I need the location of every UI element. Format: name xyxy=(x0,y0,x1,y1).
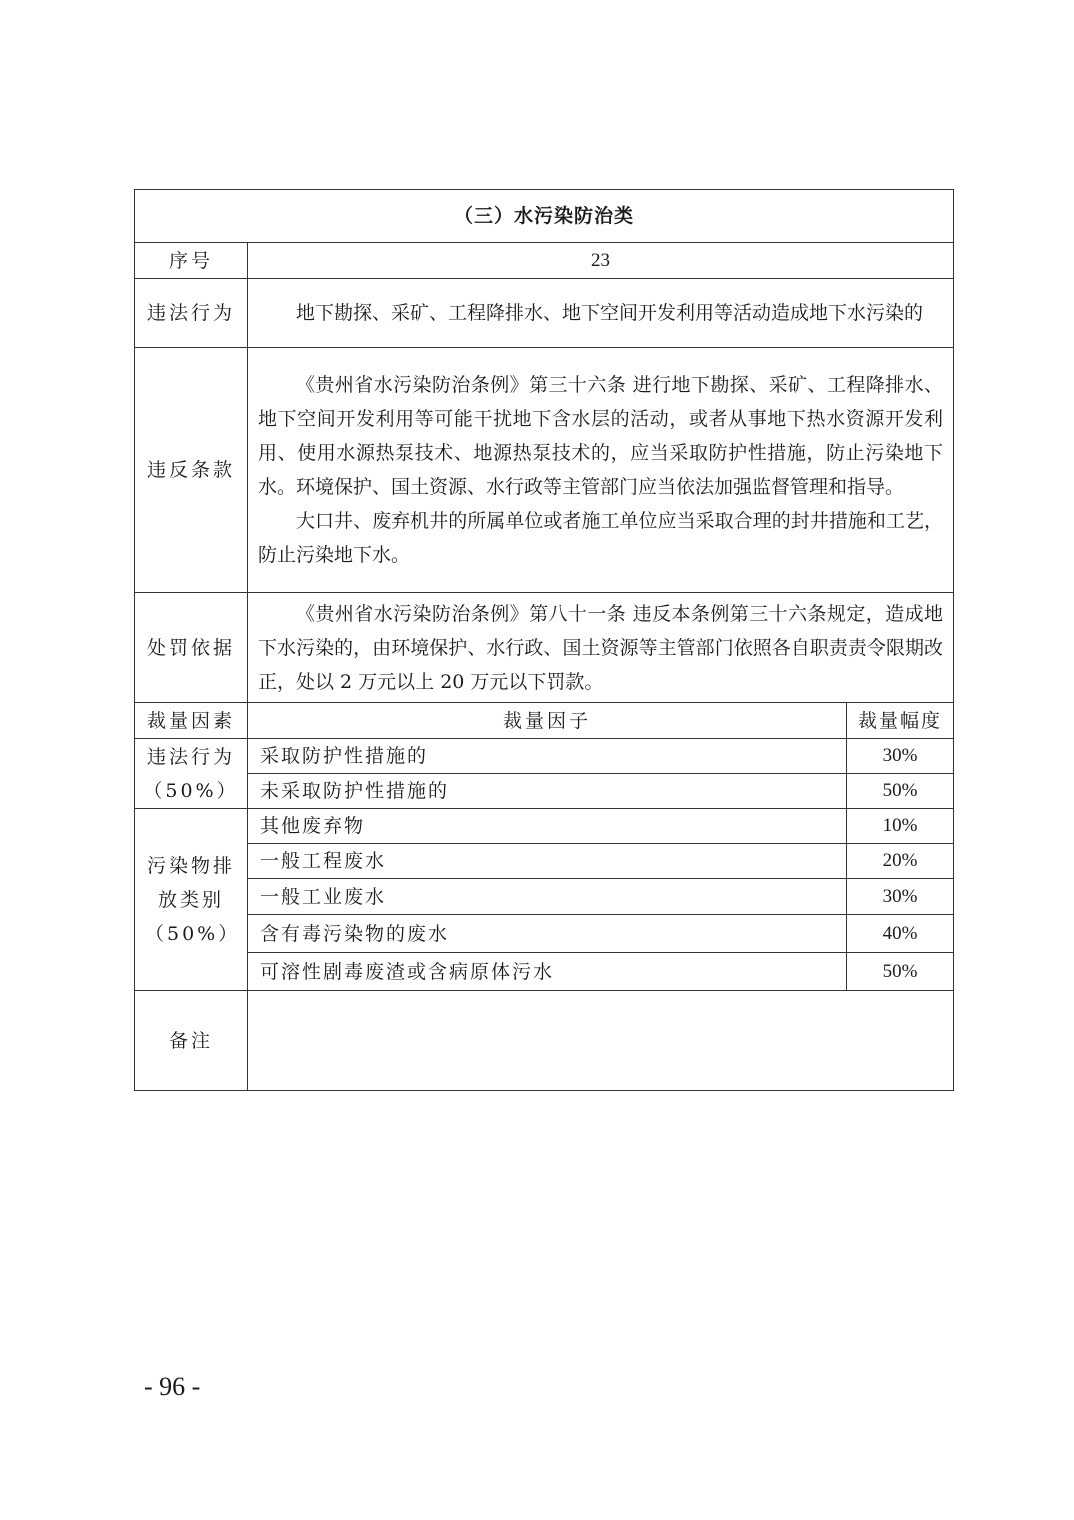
range-header: 裁量幅度 xyxy=(847,703,954,739)
factor-item: 一般工业废水 xyxy=(248,879,847,915)
behavior-label: 违法行为 xyxy=(135,279,248,348)
seq-value: 23 xyxy=(248,243,954,279)
item-header: 裁量因子 xyxy=(248,703,847,739)
basis-label: 处罚依据 xyxy=(135,593,248,703)
table-row xyxy=(135,953,954,991)
factor-header-row xyxy=(135,703,954,739)
factor-item: 含有毒污染物的废水 xyxy=(248,915,847,953)
clause-row xyxy=(135,348,954,593)
table-row xyxy=(135,844,954,879)
factor-item: 一般工程废水 xyxy=(248,844,847,879)
table-row xyxy=(135,774,954,809)
table-row xyxy=(135,809,954,844)
basis-text: 《贵州省水污染防治条例》第八十一条 违反本条例第三十六条规定，造成地下水污染的，由环境保护、水行政、国土资源等主管部门依照各自职责责令限期改正，处以 2 万元以上 20 万元以下罚款。 xyxy=(258,602,944,693)
factor-pct: 20% xyxy=(847,844,954,879)
factor-pct: 10% xyxy=(847,809,954,844)
clause-label: 违反条款 xyxy=(135,348,248,593)
factor-pct: 50% xyxy=(847,774,954,809)
behavior-row xyxy=(135,279,954,348)
clause-paragraph-2: 大口井、废弃机井的所属单位或者施工单位应当采取合理的封井措施和工艺，防止污染地下水。 xyxy=(258,510,944,566)
behavior-text: 地下勘探、采矿、工程降排水、地下空间开发利用等活动造成地下水污染的 xyxy=(296,302,924,324)
factor-pct: 30% xyxy=(847,739,954,774)
seq-row xyxy=(135,243,954,279)
factor-pct: 50% xyxy=(847,953,954,991)
remarks-label: 备注 xyxy=(135,991,248,1091)
factor-item: 可溶性剧毒废渣或含病原体污水 xyxy=(248,953,847,991)
page-number: - 96 - xyxy=(144,1372,201,1401)
discretion-table xyxy=(134,189,954,1091)
table-row xyxy=(135,915,954,953)
seq-label: 序号 xyxy=(135,243,248,279)
factor-pct: 30% xyxy=(847,879,954,915)
factor-item: 未采取防护性措施的 xyxy=(248,774,847,809)
factor-pct: 40% xyxy=(847,915,954,953)
group-label-behavior: 违法行为（50%） xyxy=(135,739,248,809)
table-row xyxy=(135,739,954,774)
factor-item: 其他废弃物 xyxy=(248,809,847,844)
factor-item: 采取防护性措施的 xyxy=(248,739,847,774)
group-label-pollutant: 污染物排放类别（50%） xyxy=(135,809,248,991)
remarks-value xyxy=(248,991,954,1091)
table-row xyxy=(135,879,954,915)
basis-row xyxy=(135,593,954,703)
remarks-row xyxy=(135,991,954,1091)
title-row xyxy=(135,190,954,243)
factor-header: 裁量因素 xyxy=(135,703,248,739)
table-title: （三）水污染防治类 xyxy=(135,190,954,243)
clause-paragraph-1: 《贵州省水污染防治条例》第三十六条 进行地下勘探、采矿、工程降排水、地下空间开发利用等可能干扰地下含水层的活动，或者从事地下热水资源开发利用、使用水源热泵技术、地源热泵技术的，应当采取防护性措施，防止污染地下水。环境保护、国土资源、水行政等主管部门应当依法加强监督管理和指导。 xyxy=(258,374,944,498)
